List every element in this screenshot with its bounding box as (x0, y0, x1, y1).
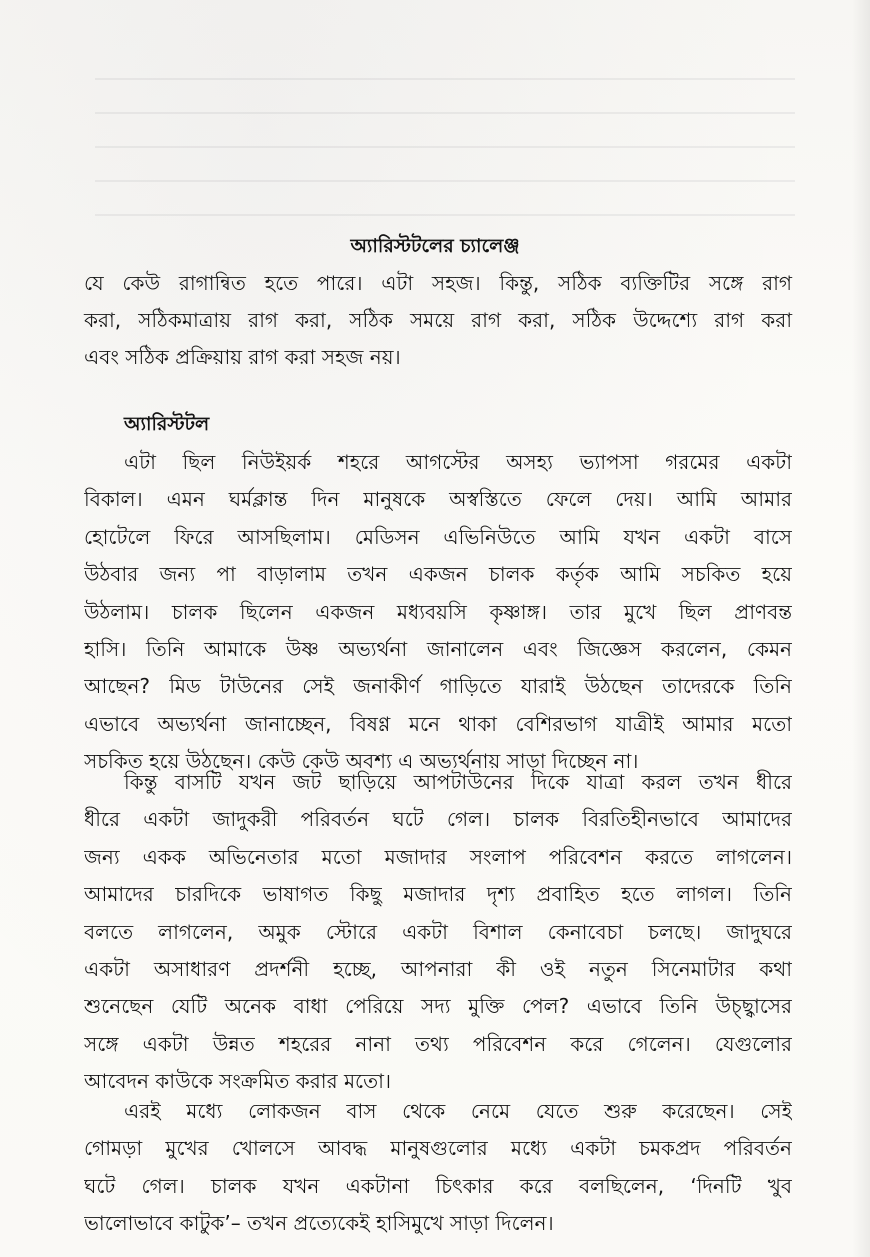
paragraph-3 (84, 1093, 792, 1243)
text-line: এভাবে অভ্যর্থনা জানাচ্ছেন, বিষণ্ণ মনে থাকা বেশিরভাগ যাত্রীই আমার মতো (84, 711, 792, 736)
text-line: সঙ্গে একটা উন্নত শহরের নানা তথ্য পরিবেশন করে গেলেন। যেগুলোর (84, 1031, 792, 1056)
text-line: উঠলাম। চালক ছিলেন একজন মধ্যবয়সি কৃষ্ণাঙ্গ। তার মুখে ছিল প্রাণবন্ত (84, 599, 792, 624)
paragraph-1 (84, 444, 792, 781)
text-line: আবেদন কাউকে সংক্রমিত করার মতো। (84, 1069, 392, 1094)
quote-line: করা, সঠিকমাত্রায় রাগ করা, সঠিক সময়ে রাগ করা, সঠিক উদ্দেশ্যে রাগ করা (84, 308, 792, 332)
show-through-line (95, 214, 795, 216)
text-line: আছেন? মিড টাউনের সেই জনাকীর্ণ গাড়িতে যারাই উঠছেন তাদেরকে তিনি (84, 674, 792, 699)
text-line: গোমড়া মুখের খোলসে আবদ্ধ মানুষগুলোর মধ্যে একটা চমকপ্রদ পরিবর্তন (84, 1136, 792, 1161)
show-through-line (95, 112, 795, 114)
text-line: হোটেলে ফিরে আসছিলাম। মেডিসন এভিনিউতে আমি যখন একটা বাসে (84, 524, 792, 549)
show-through-line (95, 146, 795, 148)
text-line: উঠবার জন্য পা বাড়ালাম তখন একজন চালক কর্তৃক আমি সচকিত হয়ে (84, 562, 792, 587)
text-line: এরই মধ্যে লোকজন বাস থেকে নেমে যেতে শুরু করেছেন। সেই (124, 1099, 792, 1123)
quote-author: অ্যারিস্টটল (124, 413, 210, 435)
section-heading: অ্যারিস্টটলের চ্যালেঞ্জ (350, 235, 520, 257)
text-line: আমাদের চারদিকে ভাষাগত কিছু মজাদার দৃশ্য প্রবাহিত হতে লাগল। তিনি (84, 882, 792, 907)
text-line: সচকিত হয়ে উঠছেন। কেউ কেউ অবশ্য এ অভ্যর্থনায় সাড়া দিচ্ছেন না। (84, 749, 639, 774)
quote-line: যে কেউ রাগান্বিত হতে পারে। এটা সহজ। কিন্তু, সঠিক ব্যক্তিটির সঙ্গে রাগ (84, 271, 792, 295)
epigraph-quote (84, 265, 792, 376)
text-line: বিকাল। এমন ঘর্মক্লান্ত দিন মানুষকে অস্বস্তিতে ফেলে দেয়। আমি আমার (84, 487, 792, 512)
text-line: একটা অসাধারণ প্রদর্শনী হচ্ছে, আপনারা কী ওই নতুন সিনেমাটার কথা (84, 957, 792, 982)
paragraph-2 (84, 764, 792, 1101)
quote-line: এবং সঠিক প্রক্রিয়ায় রাগ করা সহজ নয়। (84, 345, 401, 369)
show-through-line (95, 180, 795, 182)
text-line: হাসি। তিনি আমাকে উষ্ণ অভ্যর্থনা জানালেন এবং জিজ্ঞেস করলেন, কেমন (84, 637, 792, 662)
text-line: ভালোভাবে কাটুক’– তখন প্রত্যেকেই হাসিমুখে সাড়া দিলেন। (84, 1211, 554, 1236)
text-line: এটা ছিল নিউইয়র্ক শহরে আগস্টের অসহ্য ভ্যাপসা গরমের একটা (124, 450, 792, 474)
text-line: ধীরে একটা জাদুকরী পরিবর্তন ঘটে গেল। চালক বিরতিহীনভাবে আমাদের (84, 807, 792, 832)
text-line: ঘটে গেল। চালক যখন একটানা চিৎকার করে বলছিলেন, ‘দিনটি খুব (84, 1173, 792, 1198)
page-edge-shadow (852, 0, 870, 1257)
show-through-line (95, 78, 795, 80)
text-line: বলতে লাগলেন, অমুক স্টোরে একটা বিশাল কেনাবেচা চলছে। জাদুঘরে (84, 919, 792, 944)
text-line: কিন্তু বাসটি যখন জট ছাড়িয়ে আপটাউনের দিকে যাত্রা করল তখন ধীরে (124, 770, 792, 794)
text-line: জন্য একক অভিনেতার মতো মজাদার সংলাপ পরিবেশন করতে লাগলেন। (84, 844, 792, 869)
text-line: শুনেছেন যেটি অনেক বাধা পেরিয়ে সদ্য মুক্তি পেল? এভাবে তিনি উচ্ছ্বাসের (84, 994, 792, 1019)
